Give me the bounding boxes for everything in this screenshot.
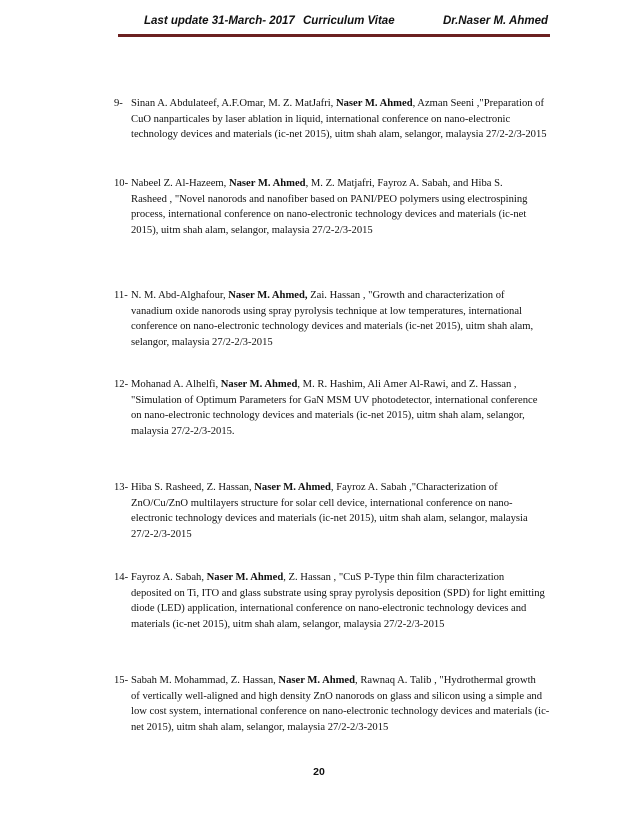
publication-entry: [114, 480, 552, 542]
entry-text: , M. Z. Matjafri, Fayroz A. Sabah, and Hiba S.: [305, 178, 503, 189]
author-highlight: Naser M. Ahmed: [278, 675, 356, 686]
entry-line: deposited on Ti, ITO and glass substrate using spray pyrolysis deposition (SPD) for light emitting: [131, 587, 545, 599]
entry-line: on nano-electronic technology devices and materials (ic-net 2015), uitm shah alam, selangor,: [131, 410, 525, 422]
entry-number: 10-: [114, 178, 129, 189]
entry-text: Sabah M. Mohammad, Z. Hassan,: [131, 675, 279, 686]
entry-line: 27/2-2/3-2015: [131, 528, 192, 540]
page-number: 20: [313, 766, 325, 778]
entry-line: low cost system, international conference on nano-electronic technology devices and materials (ic-: [131, 706, 550, 718]
header-last-update: Last update 31-March- 2017: [144, 15, 295, 27]
entry-text: , Z. Hassan , "CuS P-Type thin film characterization: [283, 572, 505, 583]
entry-line: 2015), uitm shah alam, selangor, malaysia 27/2-2/3-2015: [131, 224, 373, 236]
entry-text: N. M. Abd-Alghafour,: [131, 290, 229, 301]
entry-line: ZnO/Cu/ZnO multilayers structure for solar cell device, international conference on nano-: [131, 497, 513, 509]
entry-text: Zai. Hassan , "Growth and characterization of: [307, 290, 505, 301]
author-highlight: Naser M. Ahmed,: [228, 290, 308, 301]
entry-text: , Azman Seeni ,"Preparation of: [412, 98, 545, 109]
publication-entry: [114, 570, 552, 632]
entry-text: Hiba S. Rasheed, Z. Hassan,: [131, 482, 255, 493]
publication-entry: [114, 377, 552, 439]
entry-line: "Simulation of Optimum Parameters for GaN MSM UV photodetector, international conference: [131, 394, 538, 406]
header-document-title: Curriculum Vitae: [303, 15, 395, 27]
entry-line: of vertically well-aligned and high density ZnO nanorods on glass and silicon using a simple and: [131, 690, 543, 702]
author-highlight: Naser M. Ahmed: [254, 482, 331, 493]
author-highlight: Naser M. Ahmed: [220, 379, 298, 390]
publication-entry: [114, 96, 552, 143]
publication-entry: [114, 673, 552, 735]
entry-number: 14-: [114, 572, 129, 583]
entry-number: 12-: [114, 379, 129, 390]
entry-line: CuO nanparticales by laser ablation in liquid, international conference on nano-electronic: [131, 113, 511, 125]
entry-line: [114, 288, 552, 304]
entry-number: 15-: [114, 675, 129, 686]
entry-text: Mohanad A. Alhelfi,: [131, 379, 221, 390]
author-highlight: Naser M. Ahmed: [206, 572, 284, 583]
entry-text: , M. R. Hashim, Ali Amer Al-Rawi, and Z. Hassan ,: [297, 379, 517, 390]
entry-line: conference on nano-electronic technology devices and materials (ic-net 2015), uitm shah alam,: [131, 321, 534, 333]
page-header: [118, 12, 550, 37]
publication-entry: [114, 288, 552, 350]
entry-line: process, international conference on nano-electronic technology devices and materials (ic-net: [131, 209, 527, 221]
header-author-name: Dr.Naser M. Ahmed: [442, 15, 548, 27]
entry-line: technology devices and materials (ic-net 2015), uitm shah alam, selangor, malaysia 27/2-2/3-2015: [131, 129, 547, 141]
entry-line: [114, 570, 552, 586]
entry-line: electronic technology devices and materials (ic-net 2015), uitm shah alam, selangor, malaysia: [131, 513, 528, 525]
entry-number: 9-: [114, 98, 123, 109]
entry-line: materials (ic-net 2015), uitm shah alam, selangor, malaysia 27/2-2/3-2015: [131, 618, 445, 630]
publication-entry: [114, 176, 552, 238]
entry-text: , Rawnaq A. Talib , "Hydrothermal growth: [355, 675, 536, 686]
entry-text: Nabeel Z. Al-Hazeem,: [131, 178, 229, 189]
entry-line: [114, 480, 552, 496]
entry-line: net 2015), uitm shah alam, selangor, malaysia 27/2-2/3-2015: [131, 721, 389, 733]
author-highlight: Naser M. Ahmed: [228, 178, 306, 189]
entry-line: [114, 176, 552, 192]
entry-line: vanadium oxide nanorods using spray pyrolysis technique at low temperatures, international: [131, 305, 522, 317]
entry-line: diode (LED) application, international conference on nano-electronic technology devices and: [131, 603, 527, 615]
entry-line: Rasheed , "Novel nanorods and nanofiber based on PANI/PEO polymers using electrospining: [131, 193, 528, 205]
entry-line: malaysia 27/2-2/3-2015.: [131, 425, 235, 437]
entry-line: [114, 96, 552, 112]
entry-text: Sinan A. Abdulateef, A.F.Omar, M. Z. MatJafri,: [131, 98, 336, 109]
entry-line: selangor, malaysia 27/2-2/3-2015: [131, 336, 273, 348]
entry-line: [114, 673, 552, 689]
entry-number: 11-: [114, 290, 128, 301]
author-highlight: Naser M. Ahmed: [335, 98, 413, 109]
entry-text: Fayroz A. Sabah,: [131, 572, 207, 583]
entry-text: , Fayroz A. Sabah ,"Characterization of: [330, 482, 498, 493]
entry-line: [114, 377, 552, 393]
entry-number: 13-: [114, 482, 129, 493]
